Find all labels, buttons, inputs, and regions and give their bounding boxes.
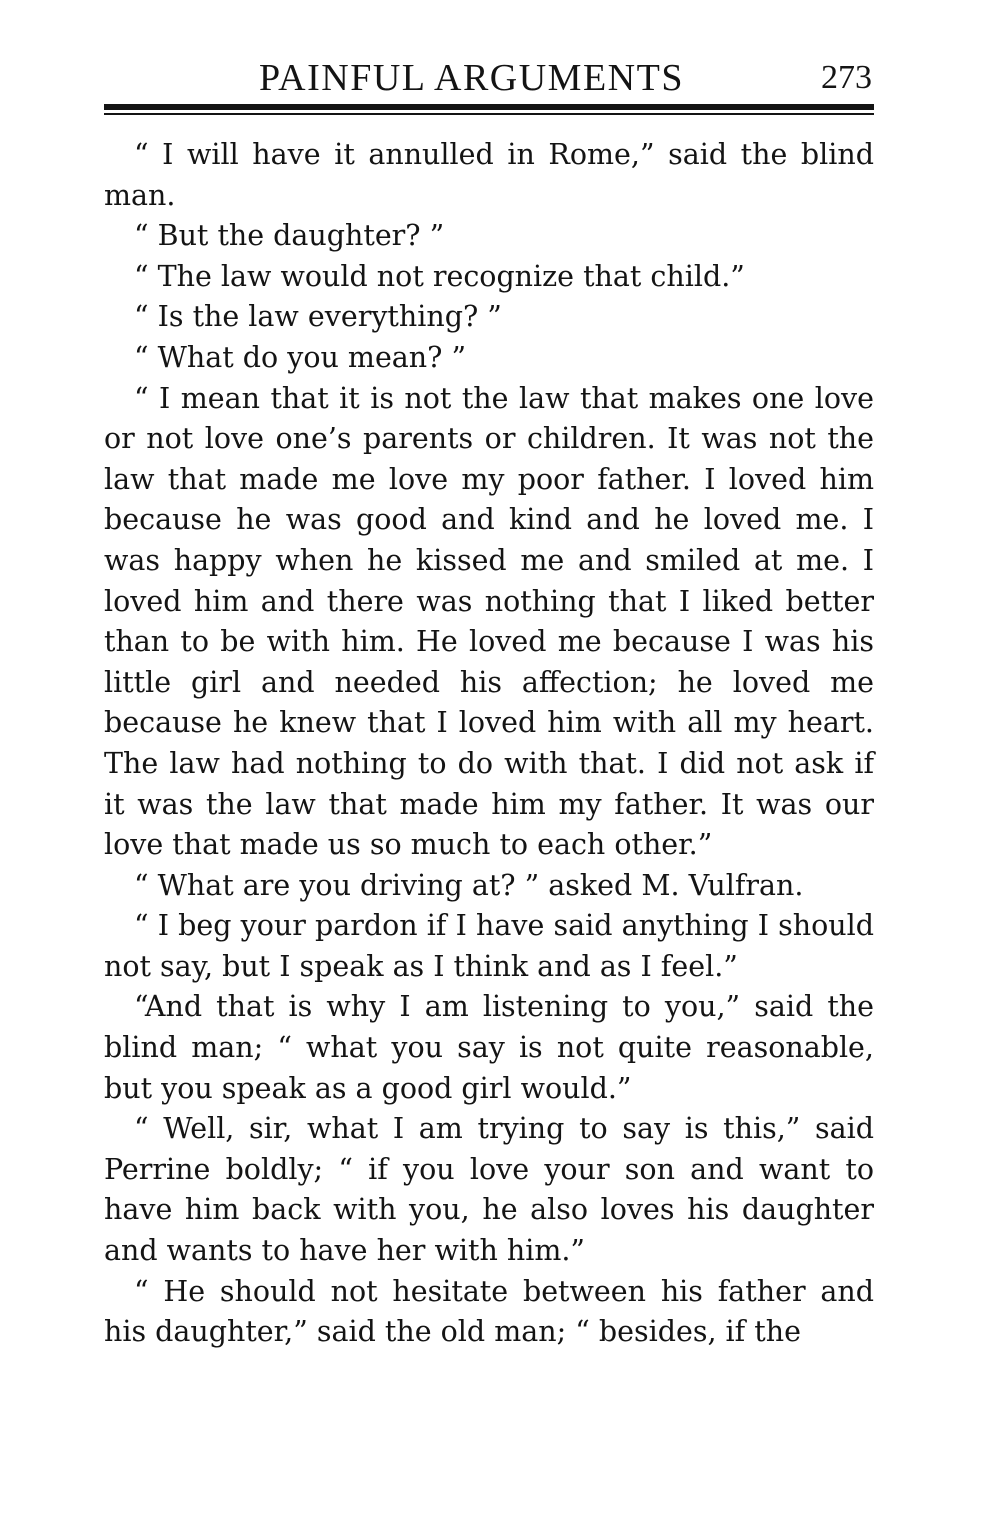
- paragraph: “ The law would not recognize that child.”: [134, 259, 745, 293]
- header-rule: [104, 104, 874, 115]
- paragraph: “ He should not hesitate between his father and his daughter,” said the old man; “ besides, if the: [104, 1274, 874, 1349]
- paragraph: “ I will have it annulled in Rome,” said the blind man.: [104, 138, 874, 212]
- paragraph: “ What do you mean? ”: [134, 340, 467, 374]
- paragraph: “ What are you driving at? ” asked M. Vulfran.: [134, 868, 804, 902]
- book-page: [104, 52, 874, 1353]
- paragraph: “ But the daughter? ”: [134, 219, 445, 253]
- paragraph: “ Well, sir, what I am trying to say is this,” said Perrine boldly; “ if you love your son and want to have him back with you, he also loves his daughter and wants to have her with him.”: [104, 1112, 874, 1268]
- paragraph: “ I beg your pardon if I have said anything I should not say, but I speak as I think and as I feel.”: [104, 909, 874, 983]
- page-number: 273: [821, 59, 872, 96]
- running-head: PAINFUL ARGUMENTS: [259, 57, 684, 99]
- paragraph: “And that is why I am listening to you,” said the blind man; “ what you say is not quite reasonable, but you speak as a good girl would.”: [104, 990, 874, 1105]
- paragraph: “ I mean that it is not the law that makes one love or not love one’s parents or children. It was not the law that made me love my poor father. I loved him because he was good and kind and he loved me. I was happy when he kissed me and smiled at me. I loved him and there was nothing that I liked better than to be with him. He loved me because I was his little girl and needed his affection; he loved me because he knew that I loved him with all my heart. The law had nothing to do with that. I did not ask if it was the law that made him my father. It was our love that made us so much to each other.”: [104, 381, 874, 862]
- page-header: [104, 52, 874, 104]
- paragraph: “ Is the law everything? ”: [134, 300, 502, 334]
- body-text: [104, 135, 874, 1353]
